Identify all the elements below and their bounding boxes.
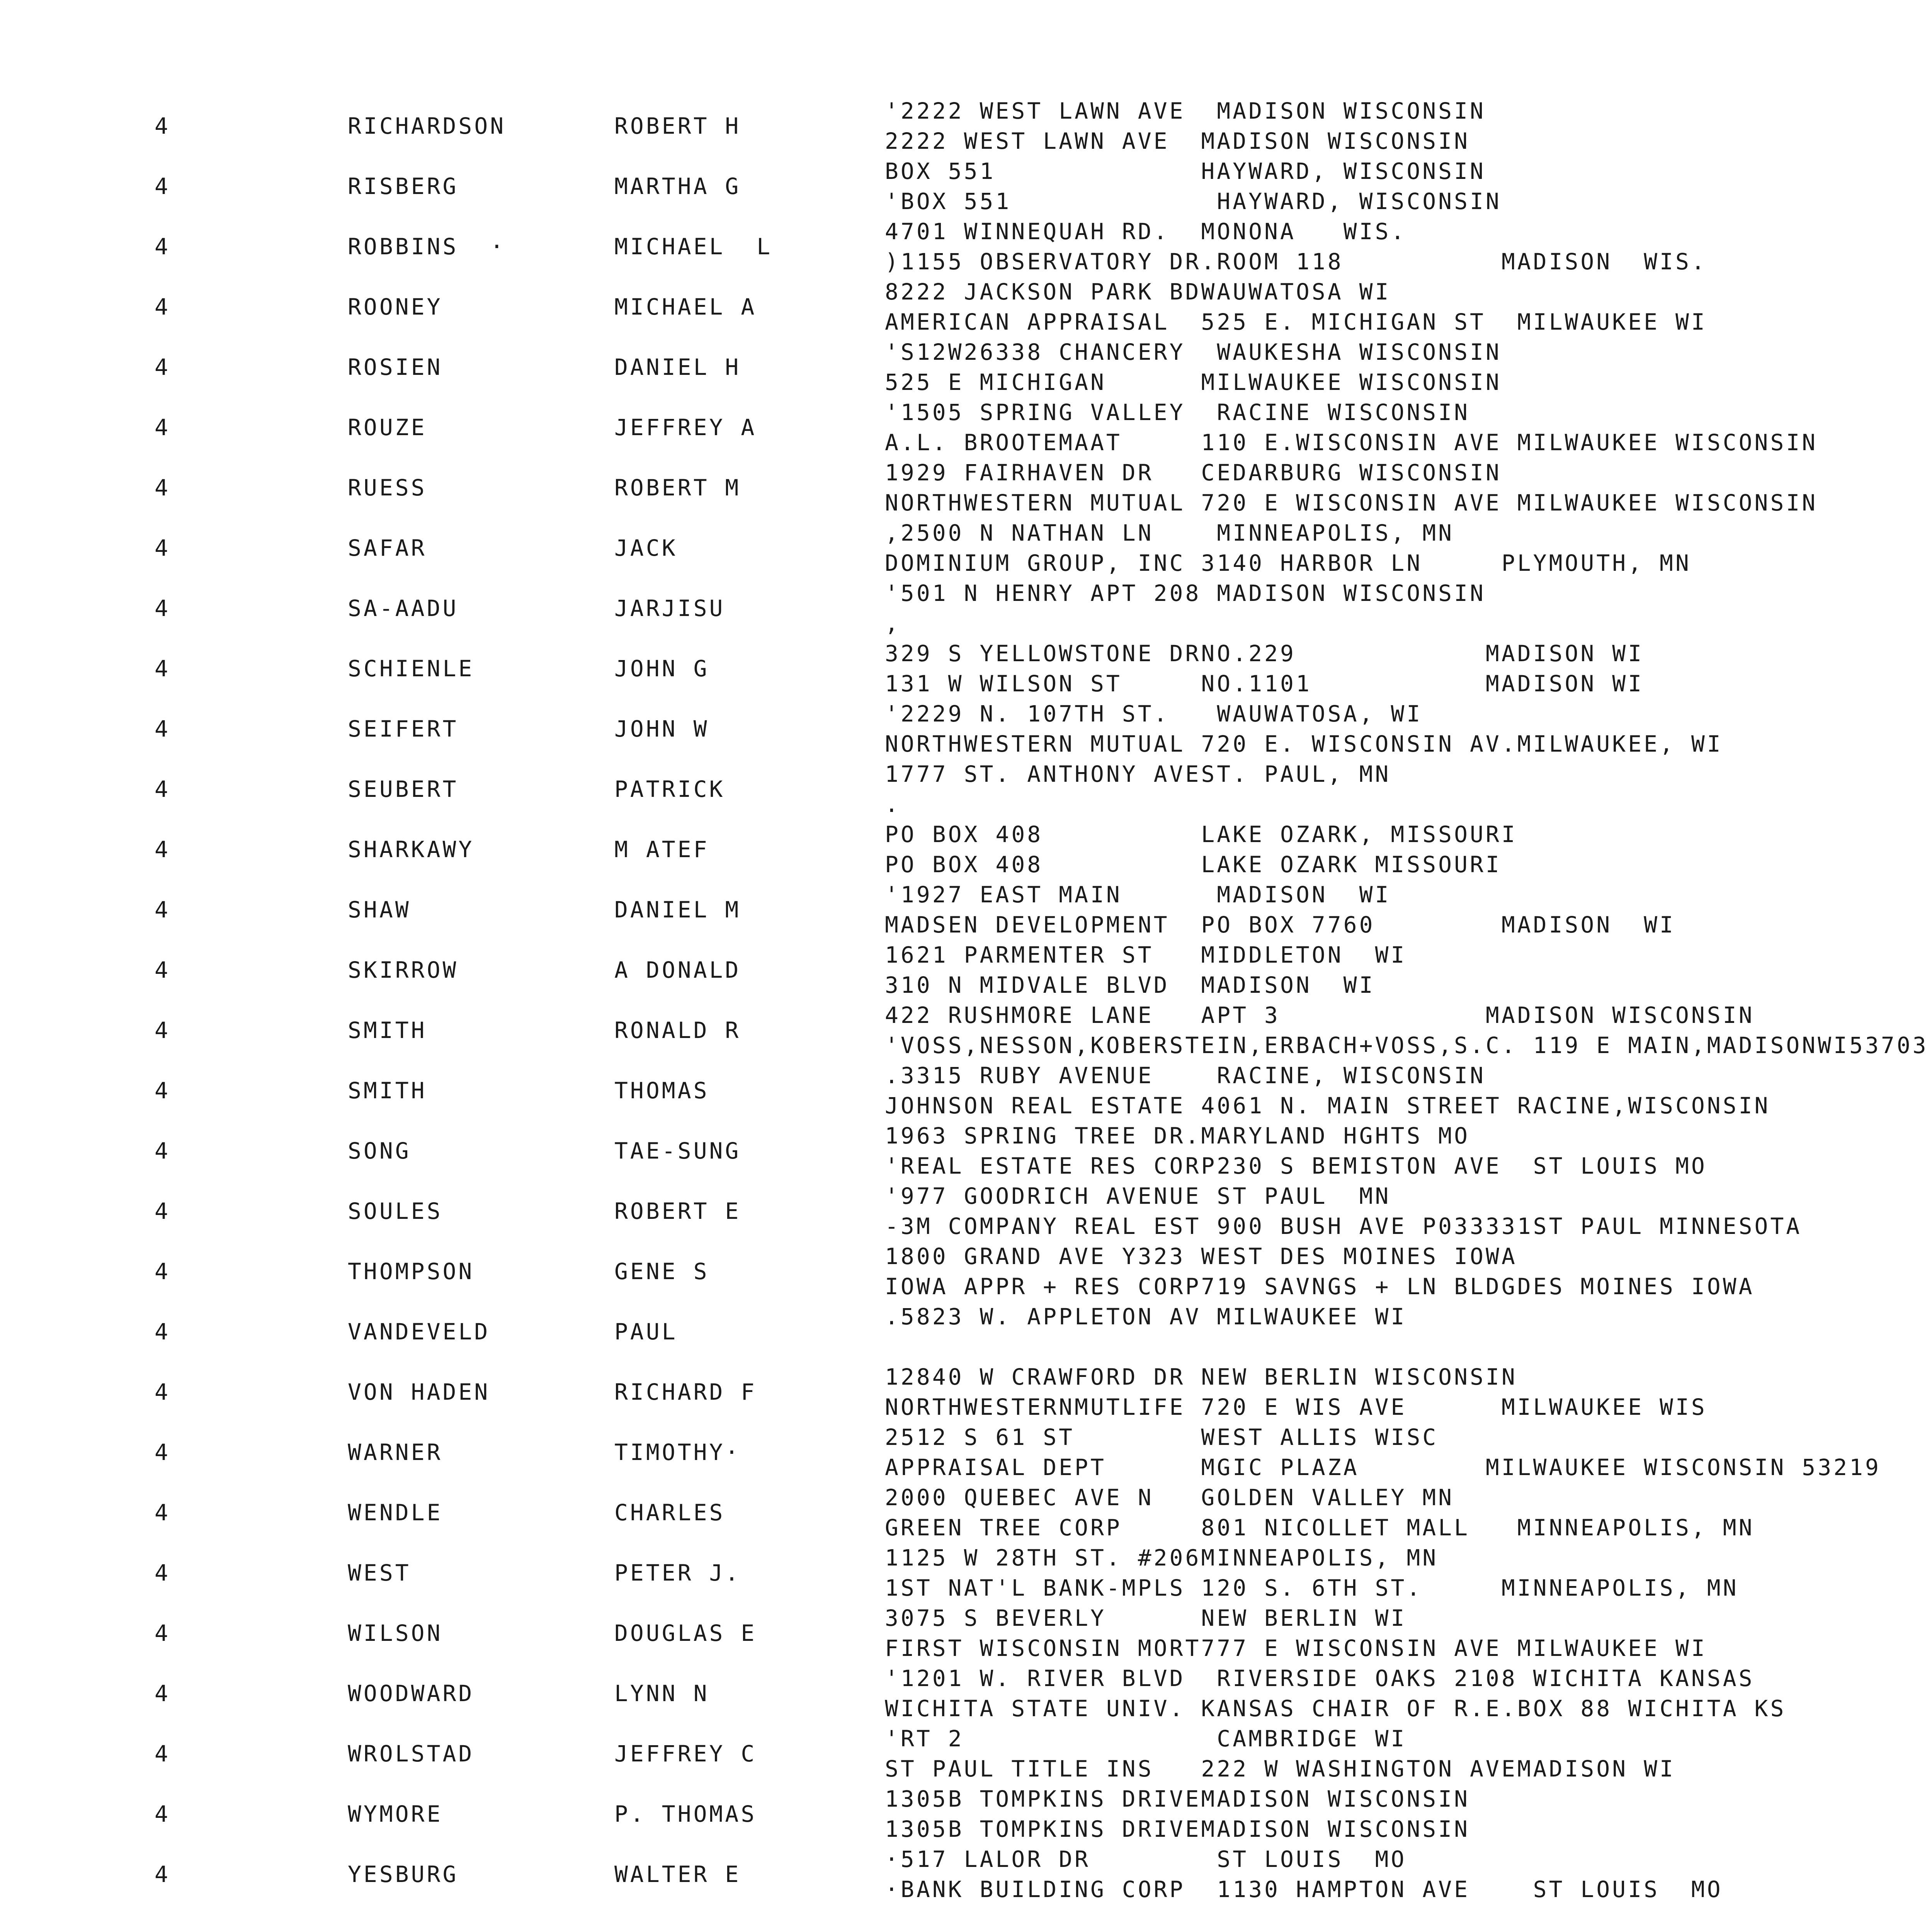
work-address: IOWA APPR + RES CORP719 SAVNGS + LN BLDGDES MOINES IOWA <box>885 1273 1755 1300</box>
record-row <box>0 1844 1932 1904</box>
record-row <box>0 1000 1932 1060</box>
group-number: 4 <box>155 475 170 501</box>
record-row <box>0 1482 1932 1543</box>
first-name: JOHN G <box>614 655 709 682</box>
group-number: 4 <box>155 294 170 320</box>
record-row <box>0 1784 1932 1844</box>
record-row <box>0 1543 1932 1603</box>
home-address-line <box>0 337 1932 367</box>
work-address-line <box>0 1814 1932 1844</box>
home-address-line <box>0 458 1932 488</box>
group-number: 4 <box>155 113 170 139</box>
work-address-line <box>0 126 1932 156</box>
last-name: YESBURG <box>348 1861 459 1887</box>
work-address: JOHNSON REAL ESTATE 4061 N. MAIN STREET RACINE,WISCONSIN <box>885 1092 1770 1119</box>
work-address: GREEN TREE CORP 801 NICOLLET MALL MINNEAPOLIS, MN <box>885 1514 1755 1541</box>
home-address: 422 RUSHMORE LANE APT 3 MADISON WISCONSIN <box>885 1002 1755 1028</box>
work-address: APPRAISAL DEPT MGIC PLAZA MILWAUKEE WISCONSIN 53219 <box>885 1454 1881 1480</box>
first-name: PAUL <box>614 1319 678 1345</box>
home-address: 3075 S BEVERLY NEW BERLIN WI <box>885 1605 1407 1631</box>
work-address: NORTHWESTERN MUTUAL 720 E WISCONSIN AVE MILWAUKEE WISCONSIN <box>885 490 1818 516</box>
home-address: 1800 GRAND AVE Y323 WEST DES MOINES IOWA <box>885 1243 1517 1269</box>
record-row <box>0 819 1932 880</box>
work-address: 1305B TOMPKINS DRIVEMADISON WISCONSIN <box>885 1816 1470 1842</box>
work-address: )1155 OBSERVATORY DR.ROOM 118 MADISON WIS. <box>885 248 1707 275</box>
record-row <box>0 397 1932 458</box>
home-address-line <box>0 759 1932 789</box>
work-address: WICHITA STATE UNIV. KANSAS CHAIR OF R.E.BOX 88 WICHITA KS <box>885 1695 1786 1722</box>
group-number: 4 <box>155 1620 170 1646</box>
record-row <box>0 578 1932 638</box>
work-address-line <box>0 789 1932 819</box>
last-name: WILSON <box>348 1620 443 1646</box>
last-name: SMITH <box>348 1077 427 1104</box>
work-address-line <box>0 729 1932 759</box>
home-address-line <box>0 880 1932 910</box>
work-address-line <box>0 186 1932 216</box>
group-number: 4 <box>155 595 170 621</box>
last-name: RUESS <box>348 475 427 501</box>
work-address-line <box>0 910 1932 940</box>
record-row <box>0 96 1932 156</box>
home-address-line <box>0 1784 1932 1814</box>
first-name: MICHAEL L <box>614 233 773 260</box>
group-number: 4 <box>155 173 170 199</box>
group-number: 4 <box>155 836 170 863</box>
first-name: PATRICK <box>614 776 725 802</box>
first-name: JEFFREY C <box>614 1741 757 1767</box>
home-address: '501 N HENRY APT 208 MADISON WISCONSIN <box>885 580 1486 606</box>
first-name: CHARLES <box>614 1499 725 1526</box>
group-number: 4 <box>155 1499 170 1526</box>
home-address-line <box>0 1362 1932 1392</box>
home-address: '2222 WEST LAWN AVE MADISON WISCONSIN <box>885 98 1486 124</box>
last-name: SONG <box>348 1138 411 1164</box>
home-address: 2000 QUEBEC AVE N GOLDEN VALLEY MN <box>885 1484 1454 1511</box>
home-address: 1305B TOMPKINS DRIVEMADISON WISCONSIN <box>885 1786 1470 1812</box>
last-name: WROLSTAD <box>348 1741 474 1767</box>
last-name: SHARKAWY <box>348 836 474 863</box>
work-address: A.L. BROOTEMAAT 110 E.WISCONSIN AVE MILWAUKEE WISCONSIN <box>885 429 1818 456</box>
home-address: '1201 W. RIVER BLVD RIVERSIDE OAKS 2108 WICHITA KANSAS <box>885 1665 1755 1691</box>
home-address-line <box>0 819 1932 849</box>
first-name: JOHN W <box>614 716 709 742</box>
work-address: ST PAUL TITLE INS 222 W WASHINGTON AVEMADISON WI <box>885 1756 1675 1782</box>
record-row <box>0 1603 1932 1663</box>
record-row <box>0 216 1932 277</box>
home-address-line <box>0 638 1932 669</box>
last-name: ROSIEN <box>348 354 443 380</box>
home-address-line <box>0 96 1932 126</box>
home-address-line <box>0 699 1932 729</box>
group-number: 4 <box>155 1861 170 1887</box>
first-name: THOMAS <box>614 1077 709 1104</box>
first-name: TIMOTHY· <box>614 1439 741 1465</box>
home-address: .5823 W. APPLETON AV MILWAUKEE WI <box>885 1303 1407 1330</box>
group-number: 4 <box>155 1741 170 1767</box>
record-row <box>0 1302 1932 1362</box>
group-number: 4 <box>155 1560 170 1586</box>
record-row <box>0 1362 1932 1422</box>
work-address-line <box>0 1332 1932 1362</box>
work-address: PO BOX 408 LAKE OZARK MISSOURI <box>885 851 1502 878</box>
home-address-line <box>0 1422 1932 1452</box>
first-name: RICHARD F <box>614 1379 757 1405</box>
work-address-line <box>0 548 1932 578</box>
home-address: 1125 W 28TH ST. #206MINNEAPOLIS, MN <box>885 1545 1439 1571</box>
group-number: 4 <box>155 1258 170 1285</box>
last-name: VANDEVELD <box>348 1319 490 1345</box>
first-name: LYNN N <box>614 1680 709 1707</box>
home-address-line <box>0 518 1932 548</box>
group-number: 4 <box>155 897 170 923</box>
group-number: 4 <box>155 655 170 682</box>
home-address-line <box>0 940 1932 970</box>
work-address-line <box>0 1030 1932 1060</box>
first-name: DOUGLAS E <box>614 1620 757 1646</box>
last-name: SKIRROW <box>348 957 459 983</box>
work-address: . <box>885 791 901 817</box>
work-address-line <box>0 1874 1932 1904</box>
work-address-line <box>0 669 1932 699</box>
work-address-line <box>0 1211 1932 1241</box>
group-number: 4 <box>155 1319 170 1345</box>
work-address-line <box>0 608 1932 638</box>
group-number: 4 <box>155 716 170 742</box>
record-row <box>0 1724 1932 1784</box>
work-address: ·BANK BUILDING CORP 1130 HAMPTON AVE ST LOUIS MO <box>885 1876 1723 1902</box>
home-address: 8222 JACKSON PARK BDWAUWATOSA WI <box>885 279 1391 305</box>
home-address: 1929 FAIRHAVEN DR CEDARBURG WISCONSIN <box>885 459 1502 486</box>
home-address-line <box>0 1844 1932 1874</box>
first-name: JACK <box>614 535 678 561</box>
last-name: ROONEY <box>348 294 443 320</box>
work-address-line <box>0 1392 1932 1422</box>
first-name: MARTHA G <box>614 173 741 199</box>
first-name: ROBERT H <box>614 113 741 139</box>
home-address-line <box>0 397 1932 427</box>
record-row <box>0 638 1932 699</box>
home-address-line <box>0 1121 1932 1151</box>
work-address-line <box>0 247 1932 277</box>
home-address-line <box>0 578 1932 608</box>
home-address: '2229 N. 107TH ST. WAUWATOSA, WI <box>885 701 1423 727</box>
home-address-line <box>0 216 1932 247</box>
work-address-line <box>0 367 1932 397</box>
work-address: 525 E MICHIGAN MILWAUKEE WISCONSIN <box>885 369 1502 395</box>
home-address-line <box>0 1181 1932 1211</box>
work-address: AMERICAN APPRAISAL 525 E. MICHIGAN ST MILWAUKEE WI <box>885 309 1707 335</box>
first-name: MICHAEL A <box>614 294 757 320</box>
record-row <box>0 940 1932 1000</box>
last-name: SMITH <box>348 1017 427 1043</box>
group-number: 4 <box>155 354 170 380</box>
first-name: GENE S <box>614 1258 709 1285</box>
last-name: SHAW <box>348 897 411 923</box>
record-row <box>0 1422 1932 1482</box>
last-name: ROUZE <box>348 414 427 441</box>
work-address: 'BOX 551 HAYWARD, WISCONSIN <box>885 188 1502 214</box>
first-name: DANIEL H <box>614 354 741 380</box>
record-row <box>0 1241 1932 1302</box>
last-name: WEST <box>348 1560 411 1586</box>
work-address-line <box>0 1693 1932 1724</box>
last-name: SCHIENLE <box>348 655 474 682</box>
first-name: P. THOMAS <box>614 1801 757 1827</box>
group-number: 4 <box>155 1198 170 1224</box>
record-row <box>0 277 1932 337</box>
work-address-line <box>0 1513 1932 1543</box>
last-name: THOMPSON <box>348 1258 474 1285</box>
home-address: 4701 WINNEQUAH RD. MONONA WIS. <box>885 218 1407 245</box>
work-address-line <box>0 849 1932 880</box>
home-address-line <box>0 1663 1932 1693</box>
work-address-line <box>0 1573 1932 1603</box>
last-name: SEIFERT <box>348 716 459 742</box>
first-name: JARJISU <box>614 595 725 621</box>
group-number: 4 <box>155 414 170 441</box>
home-address-line <box>0 1603 1932 1633</box>
last-name: ROBBINS · <box>348 233 506 260</box>
home-address: 12840 W CRAWFORD DR NEW BERLIN WISCONSIN <box>885 1364 1517 1390</box>
record-row <box>0 458 1932 518</box>
home-address: ·517 LALOR DR ST LOUIS MO <box>885 1846 1407 1872</box>
last-name: SAFAR <box>348 535 427 561</box>
last-name: WYMORE <box>348 1801 443 1827</box>
home-address: 2512 S 61 ST WEST ALLIS WISC <box>885 1424 1439 1450</box>
home-address-line <box>0 1482 1932 1513</box>
home-address: ,2500 N NATHAN LN MINNEAPOLIS, MN <box>885 520 1454 546</box>
first-name: M ATEF <box>614 836 709 863</box>
work-address: NORTHWESTERN MUTUAL 720 E. WISCONSIN AV.MILWAUKEE, WI <box>885 731 1723 757</box>
work-address-line <box>0 1452 1932 1482</box>
home-address-line <box>0 1543 1932 1573</box>
first-name: TAE-SUNG <box>614 1138 741 1164</box>
work-address-line <box>0 307 1932 337</box>
record-row <box>0 518 1932 578</box>
last-name: SEUBERT <box>348 776 459 802</box>
work-address-line <box>0 1271 1932 1302</box>
record-row <box>0 1121 1932 1181</box>
work-address: 131 W WILSON ST NO.1101 MADISON WI <box>885 670 1644 697</box>
last-name: WARNER <box>348 1439 443 1465</box>
record-row <box>0 759 1932 819</box>
home-address-line <box>0 1302 1932 1332</box>
home-address-line <box>0 277 1932 307</box>
group-number: 4 <box>155 535 170 561</box>
last-name: WOODWARD <box>348 1680 474 1707</box>
first-name: RONALD R <box>614 1017 741 1043</box>
work-address: NORTHWESTERNMUTLIFE 720 E WIS AVE MILWAUKEE WIS <box>885 1394 1707 1420</box>
home-address-line <box>0 1241 1932 1271</box>
work-address-line <box>0 1091 1932 1121</box>
group-number: 4 <box>155 1017 170 1043</box>
last-name: VON HADEN <box>348 1379 490 1405</box>
first-name: DANIEL M <box>614 897 741 923</box>
group-number: 4 <box>155 1680 170 1707</box>
record-row <box>0 337 1932 397</box>
last-name: WENDLE <box>348 1499 443 1526</box>
home-address: BOX 551 HAYWARD, WISCONSIN <box>885 158 1486 184</box>
first-name: A DONALD <box>614 957 741 983</box>
group-number: 4 <box>155 233 170 260</box>
work-address: FIRST WISCONSIN MORT777 E WISCONSIN AVE MILWAUKEE WI <box>885 1635 1707 1661</box>
work-address-line <box>0 1151 1932 1181</box>
home-address: '1505 SPRING VALLEY RACINE WISCONSIN <box>885 399 1470 425</box>
first-name: ROBERT E <box>614 1198 741 1224</box>
record-row <box>0 1060 1932 1121</box>
work-address: 'VOSS,NESSON,KOBERSTEIN,ERBACH+VOSS,S.C. 119 E MAIN,MADISONWI53703 <box>885 1032 1929 1058</box>
home-address-line <box>0 1060 1932 1091</box>
home-address: PO BOX 408 LAKE OZARK, MISSOURI <box>885 821 1517 847</box>
work-address-line <box>0 1754 1932 1784</box>
record-row <box>0 699 1932 759</box>
group-number: 4 <box>155 1439 170 1465</box>
home-address: 1621 PARMENTER ST MIDDLETON WI <box>885 942 1407 968</box>
home-address: '1927 EAST MAIN MADISON WI <box>885 881 1391 908</box>
last-name: RISBERG <box>348 173 459 199</box>
last-name: RICHARDSON <box>348 113 506 139</box>
home-address: 'S12W26338 CHANCERY WAUKESHA WISCONSIN <box>885 339 1502 365</box>
home-address: 1777 ST. ANTHONY AVEST. PAUL, MN <box>885 761 1391 787</box>
home-address: 1963 SPRING TREE DR.MARYLAND HGHTS MO <box>885 1123 1470 1149</box>
home-address-line <box>0 156 1932 186</box>
home-address-line <box>0 1000 1932 1030</box>
first-name: ROBERT M <box>614 475 741 501</box>
record-row <box>0 1663 1932 1724</box>
group-number: 4 <box>155 1077 170 1104</box>
last-name: SOULES <box>348 1198 443 1224</box>
work-address: 1ST NAT'L BANK-MPLS 120 S. 6TH ST. MINNEAPOLIS, MN <box>885 1575 1739 1601</box>
group-number: 4 <box>155 1379 170 1405</box>
work-address: MADSEN DEVELOPMENT PO BOX 7760 MADISON WI <box>885 912 1675 938</box>
work-address-line <box>0 1633 1932 1663</box>
home-address-line <box>0 1724 1932 1754</box>
first-name: WALTER E <box>614 1861 741 1887</box>
last-name: SA-AADU <box>348 595 459 621</box>
work-address: 'REAL ESTATE RES CORP230 S BEMISTON AVE ST LOUIS MO <box>885 1153 1707 1179</box>
work-address: DOMINIUM GROUP, INC 3140 HARBOR LN PLYMOUTH, MN <box>885 550 1691 576</box>
work-address: , <box>885 610 901 636</box>
home-address: 329 S YELLOWSTONE DRNO.229 MADISON WI <box>885 640 1644 667</box>
group-number: 4 <box>155 1138 170 1164</box>
group-number: 4 <box>155 957 170 983</box>
home-address: '977 GOODRICH AVENUE ST PAUL MN <box>885 1183 1391 1209</box>
group-number: 4 <box>155 776 170 802</box>
record-row <box>0 880 1932 940</box>
record-row <box>0 156 1932 216</box>
work-address-line <box>0 970 1932 1000</box>
work-address: 2222 WEST LAWN AVE MADISON WISCONSIN <box>885 128 1470 154</box>
home-address: 'RT 2 CAMBRIDGE WI <box>885 1725 1407 1752</box>
record-row <box>0 1181 1932 1241</box>
first-name: JEFFREY A <box>614 414 757 441</box>
work-address: 310 N MIDVALE BLVD MADISON WI <box>885 972 1375 998</box>
first-name: PETER J. <box>614 1560 741 1586</box>
home-address: .3315 RUBY AVENUE RACINE, WISCONSIN <box>885 1062 1486 1089</box>
work-address-line <box>0 488 1932 518</box>
work-address-line <box>0 427 1932 458</box>
group-number: 4 <box>155 1801 170 1827</box>
work-address: -3M COMPANY REAL EST 900 BUSH AVE P033331ST PAUL MINNESOTA <box>885 1213 1802 1239</box>
